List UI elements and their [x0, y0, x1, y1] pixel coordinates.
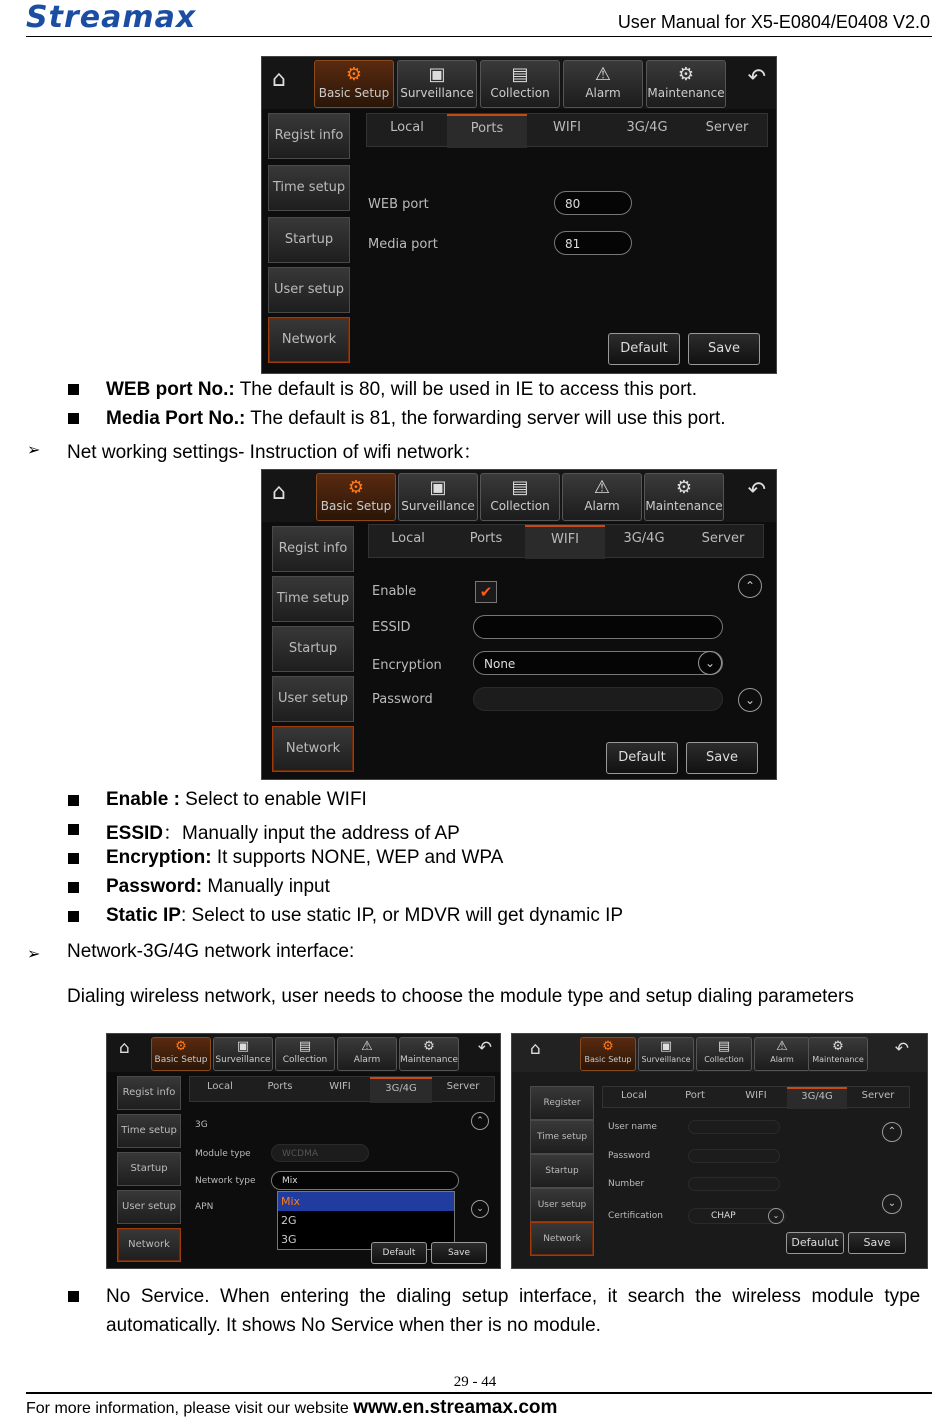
- sub-tab-bar: [189, 1076, 495, 1102]
- bullet-icon: [68, 795, 79, 806]
- back-icon[interactable]: ↶: [747, 478, 766, 503]
- tab-collection[interactable]: [275, 1037, 335, 1071]
- tab-label: Basic Setup: [584, 1055, 632, 1064]
- subtab-ports[interactable]: Ports: [447, 114, 527, 148]
- essid-input[interactable]: [473, 615, 723, 639]
- header-divider: [26, 36, 932, 37]
- tab-basic-setup[interactable]: [580, 1037, 636, 1071]
- home-icon[interactable]: ⌂: [272, 480, 286, 505]
- encryption-label: Encryption: [372, 658, 442, 673]
- tab-alarm[interactable]: [337, 1037, 397, 1071]
- gear-icon: ⚙: [347, 477, 365, 498]
- gear-icon: ⚙: [345, 64, 363, 85]
- enable-label: Enable: [372, 584, 417, 599]
- subtab-local[interactable]: Local: [207, 1081, 233, 1092]
- essid-label: ESSID: [372, 620, 411, 635]
- subtab-server[interactable]: Server: [446, 1081, 480, 1092]
- essid-note: [106, 818, 460, 845]
- tab-label: Surveillance: [215, 1055, 271, 1065]
- wifi-screenshot: [261, 469, 777, 780]
- password-note: [106, 876, 330, 898]
- footer-divider: [26, 1392, 932, 1394]
- side-register[interactable]: Register: [530, 1086, 594, 1120]
- 3g-label: 3G: [195, 1120, 208, 1130]
- subtab-server[interactable]: Server: [705, 120, 749, 135]
- scroll-down-icon[interactable]: ⌄: [471, 1200, 489, 1218]
- tab-alarm[interactable]: [562, 473, 642, 521]
- tab-surveillance[interactable]: [213, 1037, 273, 1071]
- tab-label: Collection: [490, 86, 550, 100]
- back-icon[interactable]: ↶: [747, 65, 766, 90]
- tab-surveillance[interactable]: [397, 60, 477, 108]
- tab-alarm[interactable]: [754, 1037, 810, 1071]
- dropdown-option-2g[interactable]: 2G: [281, 1214, 297, 1227]
- tab-label: Maintenance: [645, 499, 723, 513]
- subtab-wifi[interactable]: WIFI: [329, 1081, 351, 1092]
- password-label: Password: [608, 1151, 651, 1161]
- sub-tab-bar: [602, 1086, 910, 1108]
- save-button[interactable]: Save: [848, 1232, 906, 1254]
- tab-label: Alarm: [584, 499, 620, 513]
- tab-basic-setup[interactable]: [316, 473, 396, 521]
- certification-label: Certification: [608, 1211, 663, 1221]
- default-button[interactable]: Default: [608, 333, 680, 365]
- alarm-icon: ⚠: [361, 1039, 373, 1054]
- main-tab-bar: [262, 470, 776, 522]
- tab-label: Basic Setup: [320, 499, 392, 513]
- default-button[interactable]: Default: [371, 1242, 427, 1264]
- arrow-bullet-icon: ➢: [27, 946, 41, 963]
- side-time-setup[interactable]: Time setup: [268, 165, 350, 211]
- password-input[interactable]: [473, 687, 723, 711]
- encryption-note: [106, 847, 503, 869]
- subtab-wifi[interactable]: WIFI: [553, 120, 581, 135]
- network-type-label: Network type: [195, 1176, 256, 1186]
- web-port-input[interactable]: 80: [554, 191, 632, 215]
- tab-label: Collection: [490, 499, 550, 513]
- subtab-local[interactable]: Local: [390, 120, 424, 135]
- tab-collection[interactable]: [696, 1037, 752, 1071]
- subtab-3g4g[interactable]: 3G/4G: [787, 1087, 847, 1109]
- tab-label: Surveillance: [400, 86, 474, 100]
- footer-info-text: For more information, please visit our website: [26, 1400, 354, 1417]
- user-name-label: User name: [608, 1122, 657, 1132]
- footer-info: [26, 1397, 557, 1419]
- maintenance-icon: ⚙: [675, 477, 693, 498]
- number-input[interactable]: [688, 1177, 780, 1191]
- streamax-logo: Streamax: [26, 0, 197, 35]
- sub-tab-bar: [366, 113, 768, 147]
- tab-maintenance[interactable]: [644, 473, 724, 521]
- tab-label: Maintenance: [647, 86, 725, 100]
- wifi-section-heading: Net working settings- Instruction of wifi network：: [67, 442, 482, 463]
- side-regist-info[interactable]: Regist info: [117, 1076, 181, 1110]
- tab-label: Maintenance: [400, 1055, 458, 1065]
- side-network[interactable]: Network: [530, 1222, 594, 1256]
- subtab-server[interactable]: Server: [861, 1090, 895, 1101]
- encryption-select[interactable]: None: [473, 651, 723, 675]
- home-icon[interactable]: ⌂: [272, 67, 286, 92]
- chevron-down-icon[interactable]: ⌄: [698, 651, 722, 675]
- scroll-up-icon[interactable]: ⌃: [738, 574, 762, 598]
- note-text: Select to enable WIFI: [179, 789, 367, 810]
- website-link[interactable]: www.en.streamax.com: [353, 1397, 558, 1418]
- subtab-local[interactable]: Local: [391, 531, 425, 546]
- note-text: : Select to use static IP, or MDVR will get dynamic IP: [180, 905, 624, 926]
- side-network[interactable]: Network: [268, 317, 350, 363]
- back-icon[interactable]: ↶: [894, 1039, 909, 1059]
- note-term: WEB port No.:: [106, 379, 235, 400]
- bullet-icon: [68, 824, 79, 835]
- tab-label: Alarm: [770, 1055, 794, 1064]
- side-network[interactable]: Network: [272, 726, 354, 772]
- web-port-label: WEB port: [368, 197, 429, 212]
- tab-label: Basic Setup: [154, 1055, 208, 1065]
- subtab-ports[interactable]: Ports: [469, 531, 503, 546]
- back-icon[interactable]: ↶: [477, 1038, 492, 1058]
- tab-basic-setup[interactable]: [314, 60, 394, 108]
- tab-label: Alarm: [585, 86, 621, 100]
- side-startup[interactable]: Startup: [272, 626, 354, 672]
- sub-tab-bar: [368, 524, 764, 558]
- camera-icon: ▣: [429, 477, 447, 498]
- save-button[interactable]: Save: [688, 333, 760, 365]
- chevron-down-icon[interactable]: ⌄: [768, 1208, 784, 1224]
- user-name-input[interactable]: [688, 1120, 780, 1134]
- enable-checkbox[interactable]: [475, 581, 497, 603]
- subtab-server[interactable]: Server: [701, 531, 745, 546]
- note-term: Encryption:: [106, 847, 212, 868]
- side-startup[interactable]: Startup: [268, 217, 350, 263]
- camera-icon: ▣: [236, 1039, 250, 1054]
- subtab-3g4g[interactable]: 3G/4G: [370, 1077, 432, 1103]
- camera-icon: ▣: [428, 64, 446, 85]
- tab-label: Alarm: [353, 1055, 381, 1065]
- scroll-up-icon[interactable]: ⌃: [471, 1112, 489, 1130]
- collection-icon: ▤: [298, 1039, 312, 1054]
- alarm-icon: ⚠: [776, 1039, 788, 1054]
- note-text: It supports NONE, WEP and WPA: [211, 847, 504, 868]
- gear-icon: ⚙: [602, 1039, 614, 1054]
- module-type-value: WCDMA: [271, 1144, 369, 1162]
- checkmark-icon: ✔: [479, 583, 493, 601]
- 3g-screenshot-b: [511, 1033, 928, 1269]
- maintenance-icon: ⚙: [423, 1039, 435, 1054]
- side-user-setup[interactable]: User setup: [268, 267, 350, 313]
- side-user-setup[interactable]: User setup: [117, 1190, 181, 1224]
- 3g-screenshot-a: [106, 1033, 501, 1269]
- note-term: Enable :: [106, 789, 180, 810]
- network-type-select[interactable]: Mix: [271, 1171, 459, 1190]
- side-user-setup[interactable]: User setup: [530, 1188, 594, 1222]
- side-user-setup[interactable]: User setup: [272, 676, 354, 722]
- media-port-input[interactable]: 81: [554, 231, 632, 255]
- tab-collection[interactable]: [480, 473, 560, 521]
- note-term: ESSID: [106, 823, 164, 844]
- subtab-local[interactable]: Local: [621, 1090, 647, 1101]
- side-time-setup[interactable]: Time setup: [530, 1120, 594, 1154]
- number-label: Number: [608, 1179, 645, 1189]
- web-port-note: [106, 379, 697, 401]
- collection-icon: ▤: [717, 1039, 731, 1054]
- alarm-icon: ⚠: [594, 64, 612, 85]
- side-time-setup[interactable]: Time setup: [117, 1114, 181, 1148]
- save-button[interactable]: Save: [686, 742, 758, 774]
- 3g4g-section-heading: Network-3G/4G network interface:: [67, 941, 355, 962]
- module-type-label: Module type: [195, 1149, 251, 1159]
- tab-surveillance[interactable]: [638, 1037, 694, 1071]
- maintenance-icon: ⚙: [832, 1039, 844, 1054]
- password-label: Password: [372, 692, 433, 707]
- bullet-icon: [68, 384, 79, 395]
- no-service-note-line1: No Service. When entering the dialing setup interface, it search the wireless module type: [106, 1286, 921, 1307]
- collection-icon: ▤: [511, 64, 529, 85]
- maintenance-icon: ⚙: [677, 64, 695, 85]
- scroll-up-icon[interactable]: ⌃: [882, 1122, 902, 1142]
- dropdown-option-mix[interactable]: Mix: [278, 1192, 454, 1211]
- side-regist-info[interactable]: Regist info: [268, 113, 350, 159]
- note-term: Static IP: [106, 905, 181, 926]
- subtab-wifi[interactable]: WIFI: [525, 525, 605, 559]
- subtab-3g4g[interactable]: 3G/4G: [626, 120, 668, 135]
- side-network[interactable]: Network: [117, 1228, 181, 1262]
- main-tab-bar: [512, 1034, 927, 1072]
- static-ip-note: [106, 905, 623, 927]
- scroll-down-icon[interactable]: ⌄: [738, 688, 762, 712]
- subtab-port[interactable]: Port: [685, 1090, 705, 1101]
- tab-alarm[interactable]: [563, 60, 643, 108]
- subtab-ports[interactable]: Ports: [267, 1081, 293, 1092]
- home-icon[interactable]: ⌂: [119, 1038, 130, 1058]
- tab-label: Maintenance: [812, 1055, 864, 1064]
- note-term: Password:: [106, 876, 203, 897]
- side-time-setup[interactable]: Time setup: [272, 576, 354, 622]
- subtab-wifi[interactable]: WIFI: [745, 1090, 767, 1101]
- main-tab-bar: [107, 1034, 500, 1072]
- scroll-down-icon[interactable]: ⌄: [882, 1194, 902, 1214]
- network-type-dropdown[interactable]: [277, 1191, 455, 1250]
- dropdown-option-3g[interactable]: 3G: [281, 1233, 297, 1246]
- camera-icon: ▣: [659, 1039, 673, 1054]
- tab-collection[interactable]: [480, 60, 560, 108]
- note-text: The default is 80, will be used in IE to access this port.: [234, 379, 697, 400]
- gear-icon: ⚙: [175, 1039, 187, 1054]
- bullet-icon: [68, 911, 79, 922]
- apn-label: APN: [195, 1202, 214, 1212]
- home-icon[interactable]: ⌂: [530, 1039, 541, 1059]
- bullet-icon: [68, 882, 79, 893]
- note-term: Media Port No.:: [106, 408, 246, 429]
- tab-basic-setup[interactable]: [151, 1037, 211, 1071]
- certification-select[interactable]: CHAP: [688, 1208, 786, 1224]
- tab-label: Surveillance: [401, 499, 475, 513]
- enable-note: [106, 789, 367, 811]
- bullet-icon: [68, 1291, 79, 1302]
- ports-screenshot: [261, 56, 777, 374]
- side-startup[interactable]: Startup: [530, 1154, 594, 1188]
- tab-label: Surveillance: [641, 1055, 691, 1064]
- note-text: Manually input: [202, 876, 330, 897]
- subtab-3g4g[interactable]: 3G/4G: [623, 531, 665, 546]
- tab-maintenance[interactable]: [646, 60, 726, 108]
- tab-maintenance[interactable]: [808, 1037, 868, 1071]
- note-text: The default is 81, the forwarding server will use this port.: [245, 408, 726, 429]
- media-port-note: [106, 408, 726, 430]
- collection-icon: ▤: [511, 477, 529, 498]
- tab-surveillance[interactable]: [398, 473, 478, 521]
- side-regist-info[interactable]: Regist info: [272, 526, 354, 572]
- tab-label: Collection: [282, 1055, 328, 1065]
- note-text: ：Manually input the address of AP: [163, 823, 460, 844]
- arrow-bullet-icon: ➢: [27, 442, 41, 459]
- no-service-note-line2: automatically. It shows No Service when ther is no module.: [106, 1315, 601, 1336]
- alarm-icon: ⚠: [593, 477, 611, 498]
- media-port-label: Media port: [368, 237, 438, 252]
- main-tab-bar: [262, 57, 776, 109]
- tab-label: Collection: [704, 1055, 744, 1064]
- page-number: 29 - 44: [453, 1374, 497, 1390]
- save-button[interactable]: Save: [431, 1242, 487, 1264]
- dialing-paragraph: Dialing wireless network, user needs to choose the module type and setup dialing parameters: [67, 986, 854, 1007]
- bullet-icon: [68, 853, 79, 864]
- bullet-icon: [68, 413, 79, 424]
- tab-label: Basic Setup: [318, 86, 390, 100]
- manual-title: User Manual for X5-E0804/E0408 V2.0: [617, 12, 930, 32]
- side-startup[interactable]: Startup: [117, 1152, 181, 1186]
- default-button[interactable]: Default: [606, 742, 678, 774]
- tab-maintenance[interactable]: [399, 1037, 459, 1071]
- password-input[interactable]: [688, 1149, 780, 1163]
- default-button[interactable]: Defaulut: [786, 1232, 844, 1254]
